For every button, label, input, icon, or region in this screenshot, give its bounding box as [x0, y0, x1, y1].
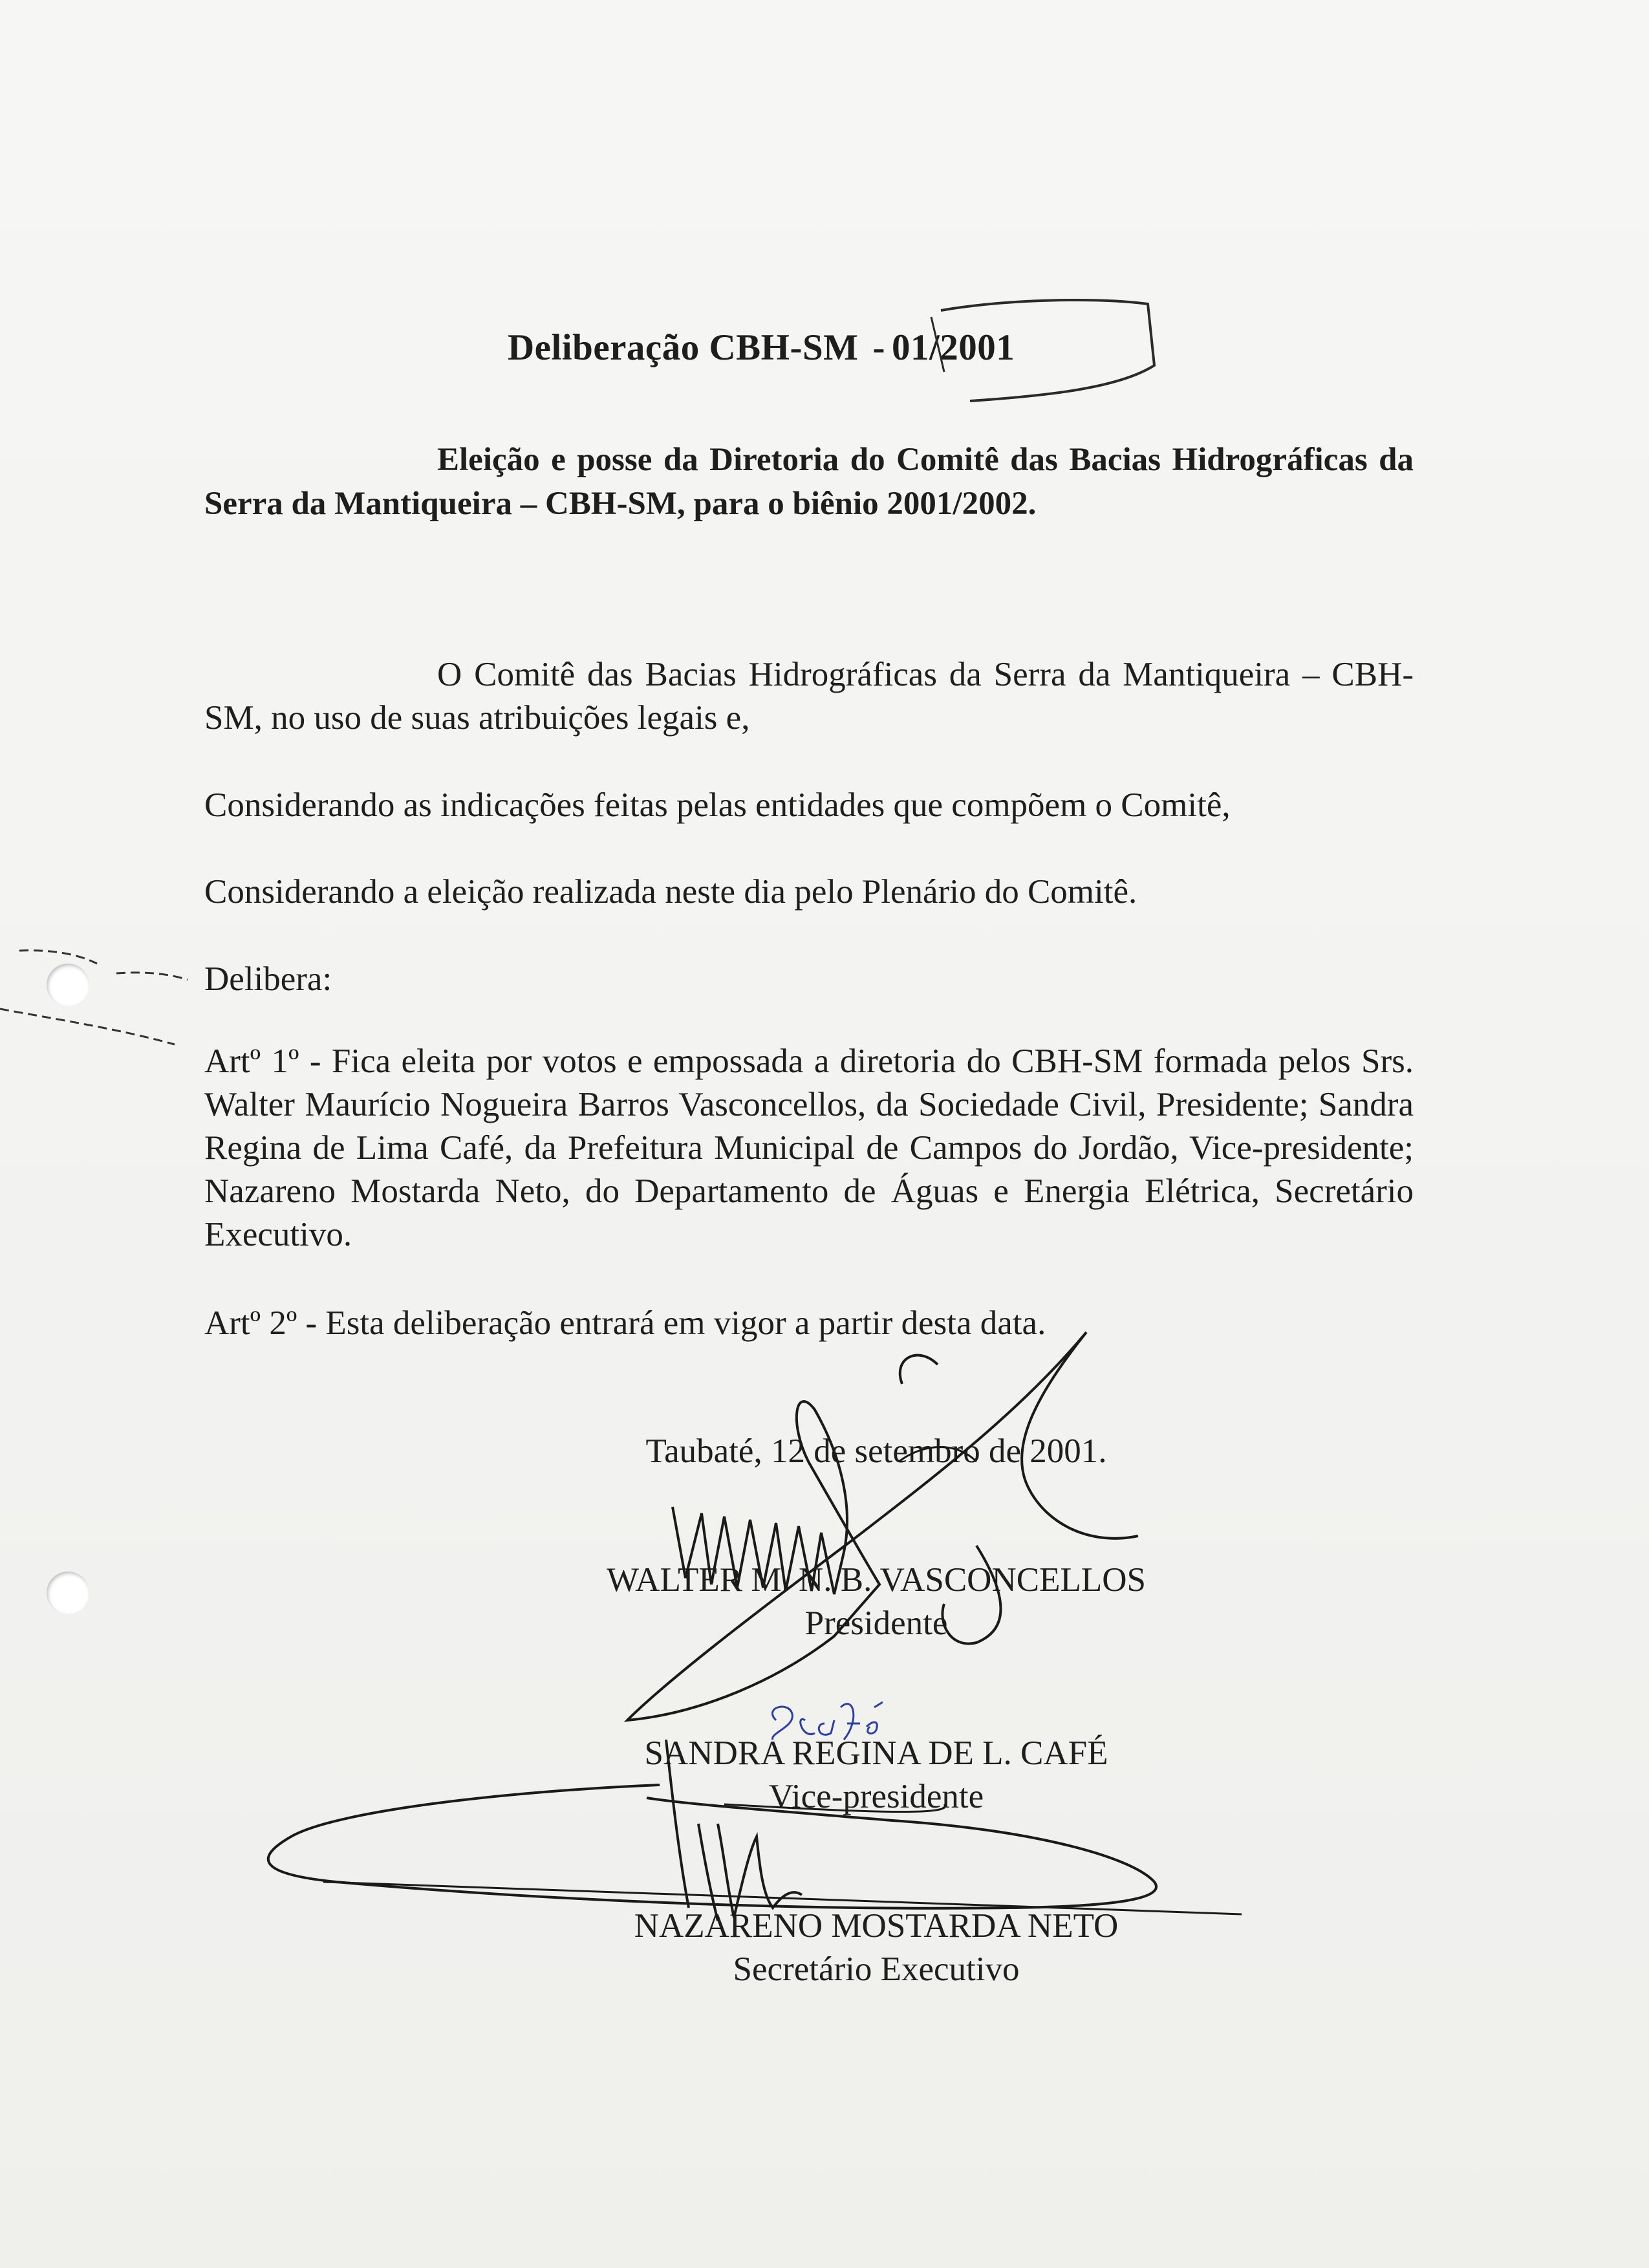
place-date: Taubaté, 12 de setembro de 2001. — [645, 1432, 1107, 1470]
title-dash: - — [872, 327, 885, 368]
margin-pen-marks — [0, 951, 188, 1044]
intro-paragraph: O Comitê das Bacias Hidrográficas da Serra da Mantiqueira – CBH-SM, no uso de suas atribuições legais e, — [204, 656, 1414, 737]
punch-hole-upper — [47, 964, 89, 1006]
signatory-name-sandra: SANDRA REGINA DE L. CAFÉ — [644, 1734, 1108, 1772]
considerando-2: Considerando a eleição realizada neste dia pelo Plenário do Comitê. — [204, 873, 1137, 911]
document-title — [508, 327, 1015, 369]
signatory-role-walter: Presidente — [804, 1604, 948, 1642]
signatory-name-walter: WALTER M. N. B. VASCONCELLOS — [607, 1561, 1146, 1599]
considerando-1: Considerando as indicações feitas pelas entidades que compõem o Comitê, — [204, 786, 1231, 824]
signatory-role-sandra: Vice-presidente — [768, 1778, 984, 1815]
document-summary: Eleição e posse da Diretoria do Comitê das Bacias Hidrográficas da Serra da Mantiqueira – CBH-SM, para o biênio 2001/2002. — [204, 442, 1414, 522]
article-1: Artº 1º - Fica eleita por votos e empossada a diretoria do CBH-SM formada pelos Srs. Walter Maurício Nogueira Barros Vasconcellos, da Sociedade Civil, Presidente; Sandra Regina de Lima Café, da Prefeitura Municipal de Campos do Jordão, Vice-presidente; Nazareno Mostarda Neto, do Departamento de Águas e Energia Elétrica, Secretário Executivo. — [204, 1042, 1414, 1253]
signature-walter — [627, 1332, 1138, 1720]
delibera-label: Delibera: — [204, 960, 332, 998]
punch-hole-lower — [47, 1571, 89, 1614]
title-number: 01/2001 — [891, 327, 1015, 368]
signatory-role-nazareno: Secretário Executivo — [733, 1950, 1020, 1988]
article-2: Artº 2º - Esta deliberação entrará em vigor a partir desta data. — [204, 1304, 1046, 1342]
signatory-name-nazareno: NAZARENO MOSTARDA NETO — [634, 1907, 1119, 1945]
title-text: Deliberação CBH-SM — [508, 327, 859, 368]
